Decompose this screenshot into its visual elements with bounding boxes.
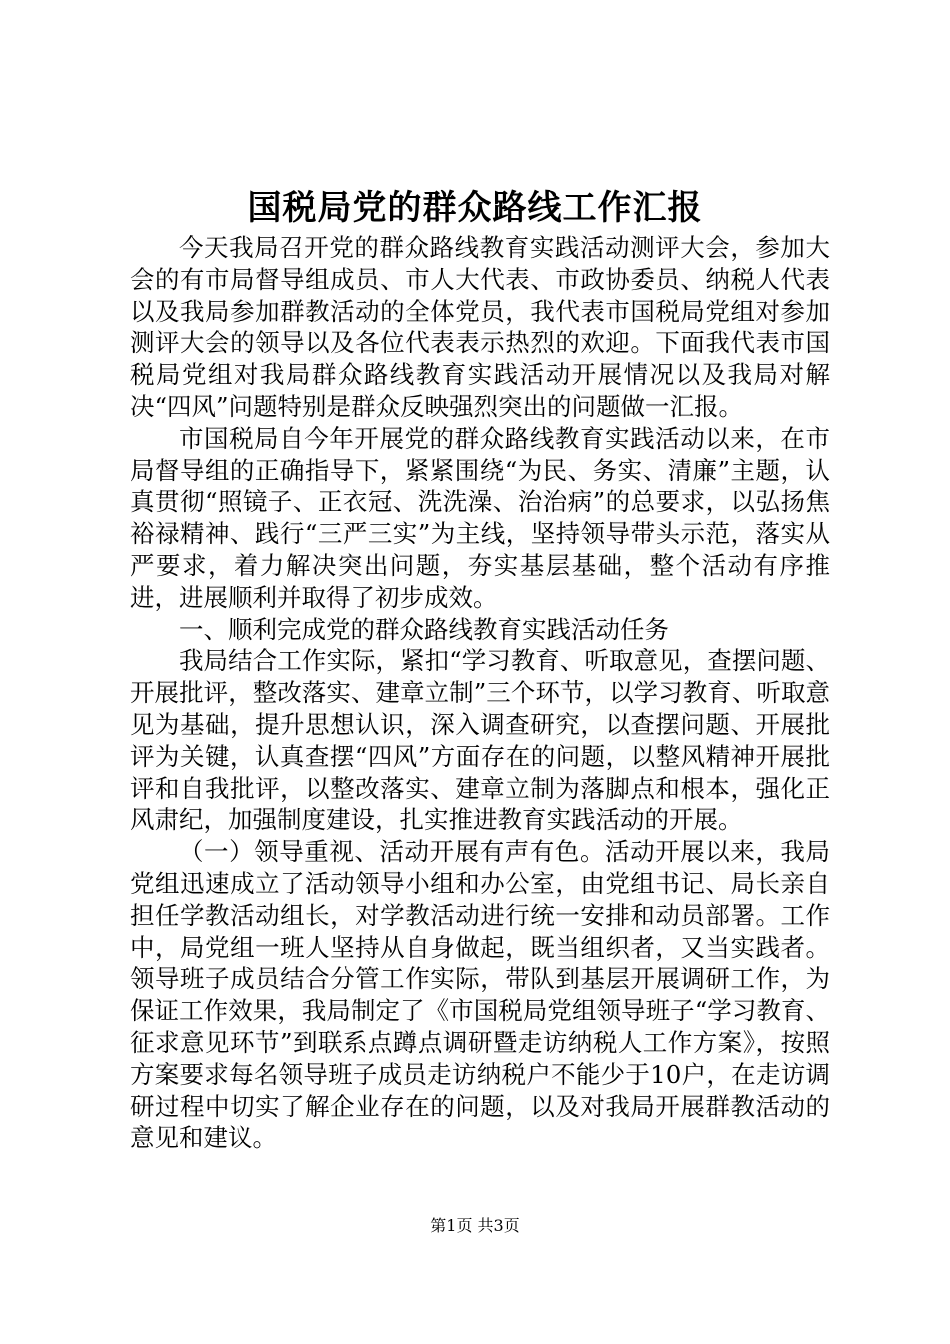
paragraph-work-method: 我局结合工作实际，紧扣“学习教育、听取意见，查摆问题、开展批评，整改落实、建章立制”三个环节，以学习教育、听取意见为基础，提升思想认识，深入调查研究，以查摆问题、开展批评为关键，认真查摆“四风”方面存在的问题，以整风精神开展批评和自我批评，以整改落实、建章立制为落脚点和根本，强化正风肃纪，加强制度建设，扎实推进教育实践活动的开展。: [130, 646, 830, 835]
paragraph-leadership: （一）领导重视、活动开展有声有色。活动开展以来，我局党组迅速成立了活动领导小组和办公室，由党组书记、局长亲自担任学教活动组长，对学教活动进行统一安排和动员部署。工作中，局党组一班人坚持从自身做起，既当组织者，又当实践者。领导班子成员结合分管工作实际，带队到基层开展调研工作，为保证工作效果，我局制定了《市国税局党组领导班子“学习教育、征求意见环节”到联系点蹲点调研暨走访纳税人工作方案》，按照方案要求每名领导班子成员走访纳税户不能少于10户，在走访调研过程中切实了解企业存在的问题，以及对我局开展群教活动的意见和建议。: [130, 837, 830, 1153]
section-heading-1: 一、顺利完成党的群众路线教育实践活动任务: [179, 614, 669, 644]
paragraph-intro: 今天我局召开党的群众路线教育实践活动测评大会，参加大会的有市局督导组成员、市人大代表、市政协委员、纳税人代表以及我局参加群教活动的全体党员，我代表市国税局党组对参加测评大会的领导以及各位代表表示热烈的欢迎。下面我代表市国税局党组对我局群众路线教育实践活动开展情况以及我局对解决“四风”问题特别是群众反映强烈突出的问题做一汇报。: [130, 233, 830, 421]
paragraph-overview: 市国税局自今年开展党的群众路线教育实践活动以来，在市局督导组的正确指导下，紧紧围绕“为民、务实、清廉”主题，认真贯彻“照镜子、正衣冠、洗洗澡、治治病”的总要求，以弘扬焦裕禄精神、践行“三严三实”为主线，坚持领导带头示范，落实从严要求，着力解决突出问题，夯实基层基础，整个活动有序推进，进展顺利并取得了初步成效。: [130, 423, 830, 612]
page-number-footer: 第1页 共3页: [430, 1216, 520, 1235]
document-body: [130, 232, 830, 1154]
document-title: 国税局党的群众路线工作汇报: [247, 188, 703, 228]
